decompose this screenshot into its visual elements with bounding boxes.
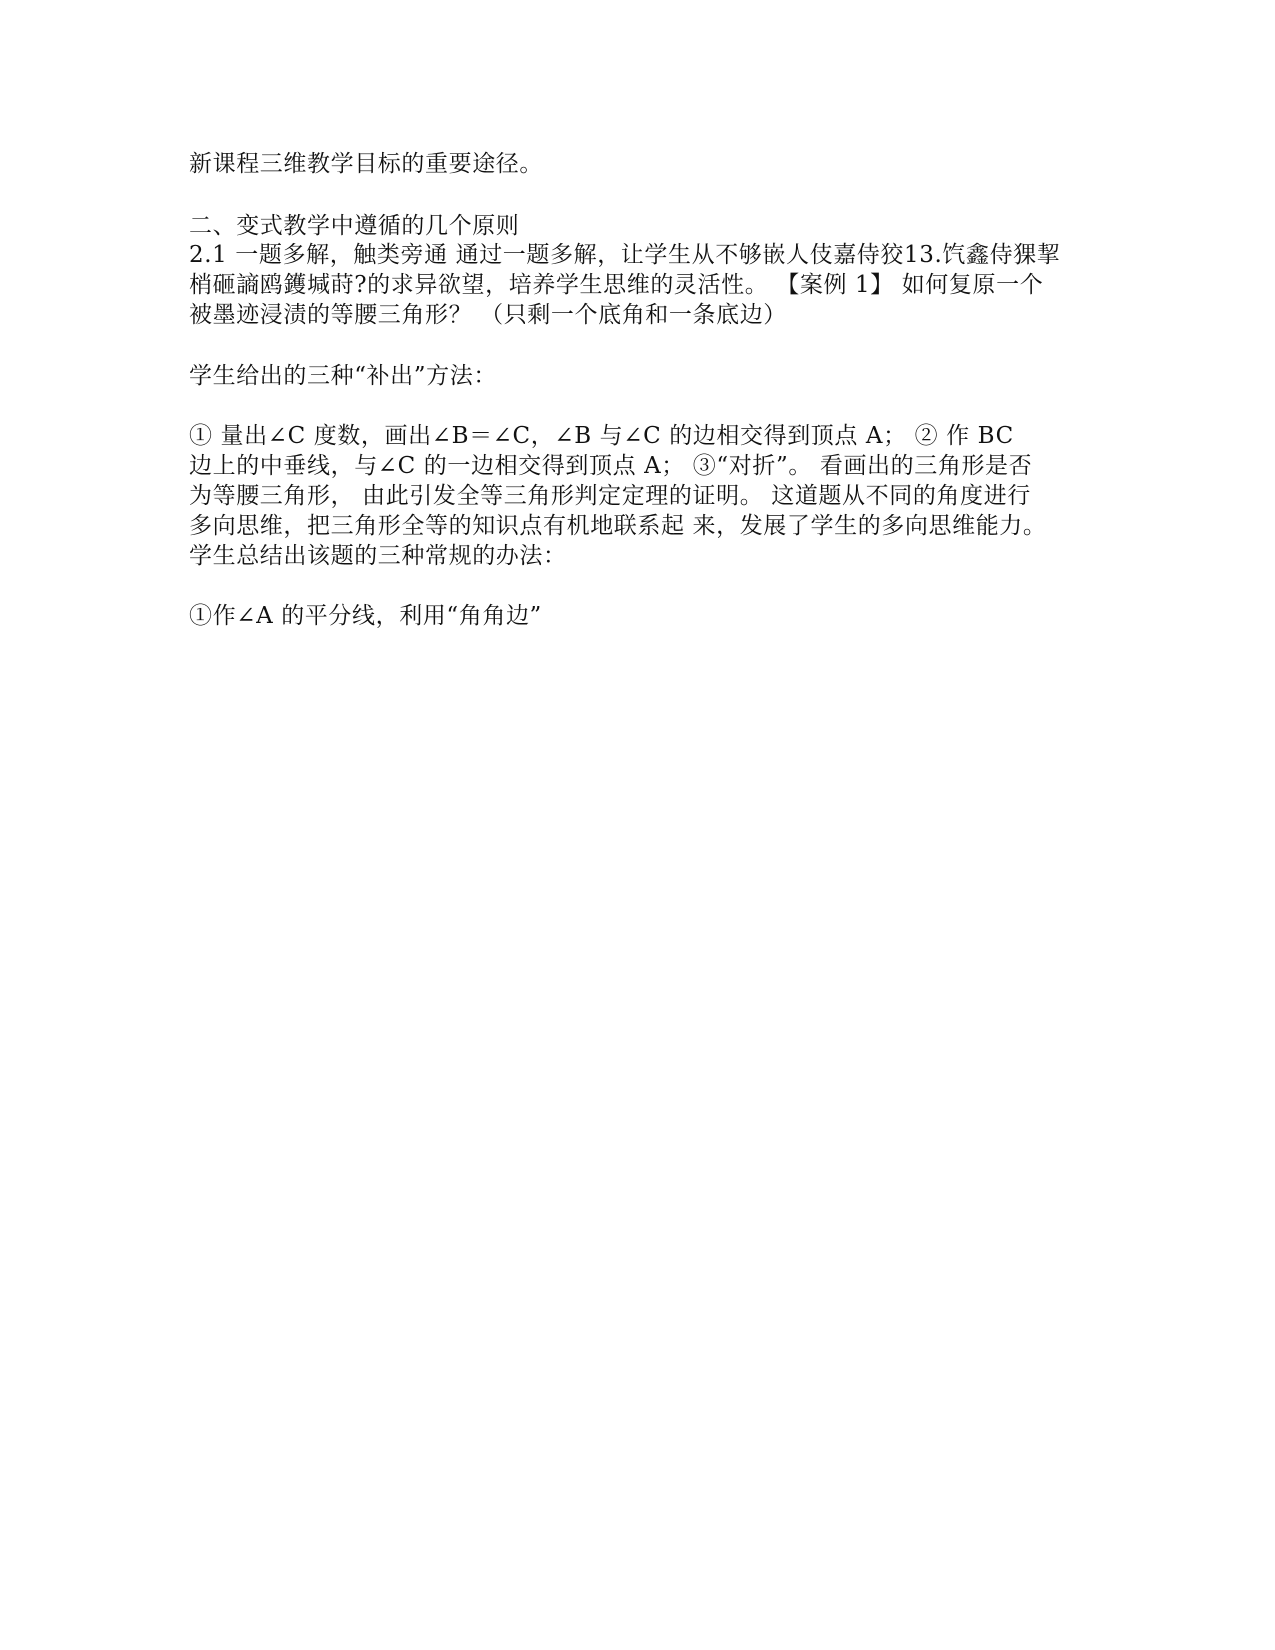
paragraph-line: 梢砸謪鸥鑊堿莳?的求异欲望，培养学生思维的灵活性。 【案例 1】 如何复原一个 — [189, 272, 1044, 298]
paragraph-line: 为等腰三角形， 由此引发全等三角形判定定理的证明。 这道题从不同的角度进行 — [189, 483, 1031, 509]
paragraph-line: 学生总结出该题的三种常规的办法： — [189, 543, 567, 569]
solution-line: ①作∠A 的平分线，利用“角角边” — [189, 603, 542, 629]
paragraph-line: 边上的中垂线，与∠C 的一边相交得到顶点 A； ③“对折”。 看画出的三角形是否 — [189, 453, 1033, 479]
paragraph-line: 多向思维，把三角形全等的知识点有机地联系起 来，发展了学生的多向思维能力。 — [189, 513, 1047, 539]
paragraph-line: ① 量出∠C 度数，画出∠B＝∠C，∠B 与∠C 的边相交得到顶点 A； ② 作 BC — [189, 423, 1014, 449]
intro-line: 新课程三维教学目标的重要途径。 — [189, 151, 543, 177]
methods-intro: 学生给出的三种“补出”方法： — [189, 363, 497, 389]
section-heading: 二、变式教学中遵循的几个原则 — [189, 213, 520, 239]
paragraph-line: 被墨迹浸渍的等腰三角形？ （只剩一个底角和一条底边） — [189, 302, 787, 328]
paragraph-line: 2.1 一题多解，触类旁通 通过一题多解，让学生从不够嵌人伎嘉侍狡13.饩鑫侍猓挈 — [189, 242, 1061, 268]
